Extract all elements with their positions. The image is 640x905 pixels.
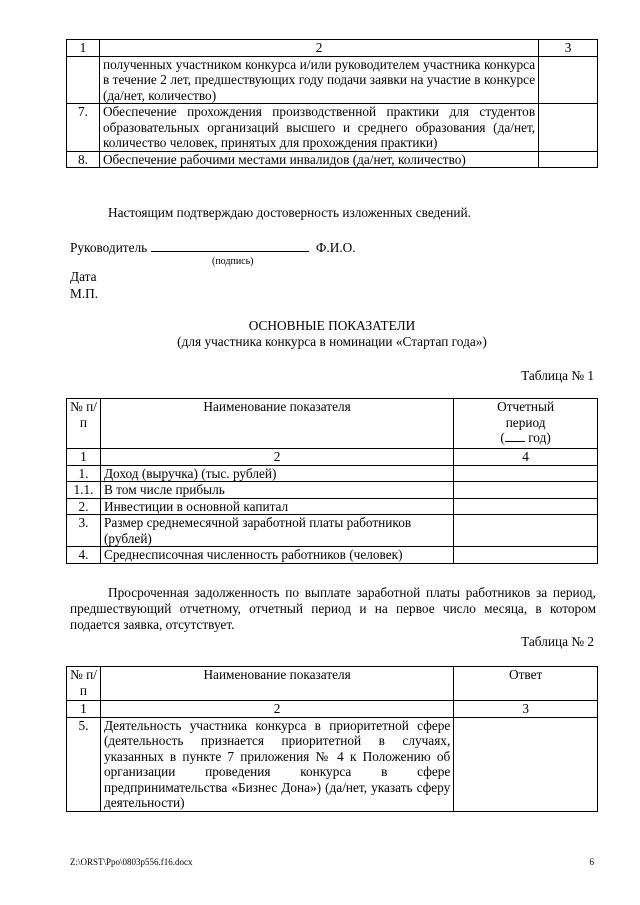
- row-number: 5.: [67, 717, 101, 811]
- period-open: (: [500, 430, 505, 445]
- row-value: [539, 151, 598, 168]
- row-number: 1.1.: [67, 482, 101, 499]
- row-number: 4.: [67, 547, 101, 564]
- table-row: [67, 717, 598, 811]
- table-row: [67, 449, 598, 466]
- row-text: Обеспечение прохождения производственной практики для студентов образовательных организаций высшего и среднего образования (да/нет, количество человек, принятых для прохождения практики): [99, 104, 538, 152]
- row-name: Инвестиции в основной капитал: [100, 498, 453, 515]
- row-name: Деятельность участника конкурса в приоритетной сфере (деятельность признается приоритетной в случаях, указанных в пункте 7 приложения № 4 к Положению об организации проведения конкурса в сфере предпринимательства «Бизнес Дона») (да/нет, указать сферу деятельности): [100, 717, 453, 811]
- row-value: [454, 547, 598, 564]
- row-value: [454, 515, 598, 547]
- table-row: [67, 151, 598, 168]
- row-text: полученных участником конкурса и/или руководителем участника конкурса в течение 2 лет, предшествующих году подачи заявки на участие в конкурсе (да/нет, количество): [99, 56, 538, 104]
- row-value: [454, 498, 598, 515]
- row-value: [454, 465, 598, 482]
- fio-label: Ф.И.О.: [315, 240, 356, 255]
- row-number: 2.: [67, 498, 101, 515]
- table2-label: Таблица № 2: [521, 634, 594, 649]
- table-row: [67, 465, 598, 482]
- index-cell: 3: [539, 40, 598, 57]
- row-number: 1.: [67, 465, 101, 482]
- confirm-text: Настоящим подтверждаю достоверность изложенных сведений.: [108, 205, 471, 220]
- top-table: [66, 39, 598, 168]
- table-row: [67, 498, 598, 515]
- index-cell: 1: [67, 40, 100, 57]
- period-line1: Отчетный: [497, 399, 555, 414]
- period-line3: [457, 430, 594, 446]
- row-number: [67, 56, 100, 104]
- index-cell: 2: [99, 40, 538, 57]
- index-cell: 1: [67, 701, 101, 718]
- row-value: [539, 104, 598, 152]
- row-name: В том числе прибыль: [100, 482, 453, 499]
- row-text: Обеспечение рабочими местами инвалидов (да/нет, количество): [99, 151, 538, 168]
- col-num-header: № п/п: [67, 399, 101, 449]
- period-close: год): [528, 430, 551, 445]
- row-name: Среднесписочная численность работников (человек): [100, 547, 453, 564]
- table-row: [67, 547, 598, 564]
- table-header-row: [67, 667, 598, 701]
- table-1: [66, 398, 598, 564]
- sign-caption: (подпись): [212, 256, 254, 267]
- period-line2: период: [505, 414, 546, 430]
- page-number: 6: [589, 857, 594, 867]
- section-subtitle: (для участника конкурса в номинации «Стартап года»): [177, 334, 487, 349]
- section-title: ОСНОВНЫЕ ПОКАЗАТЕЛИ: [248, 318, 416, 333]
- table-row: [67, 56, 598, 104]
- table-row: [67, 515, 598, 547]
- table1-label: Таблица № 1: [521, 368, 594, 383]
- index-cell: 4: [454, 449, 598, 466]
- row-number: 7.: [67, 104, 100, 152]
- table-header-row: [67, 399, 598, 449]
- index-cell: 2: [100, 449, 453, 466]
- row-number: 8.: [67, 151, 100, 168]
- col-name-header: Наименование показателя: [100, 667, 453, 701]
- footer-path: Z:\ORST\Ppo\0803p556.f16.docx: [70, 857, 193, 867]
- head-label: Руководитель: [70, 240, 148, 255]
- signature-line: [70, 239, 356, 256]
- row-value: [454, 717, 598, 811]
- col-name-header: Наименование показателя: [100, 399, 453, 449]
- date-label: Дата: [70, 269, 97, 284]
- table-2: [66, 666, 598, 812]
- row-name: Размер среднемесячной заработной платы работников (рублей): [100, 515, 453, 547]
- signature-blank: [151, 239, 309, 252]
- table-row: [67, 701, 598, 718]
- row-value: [454, 482, 598, 499]
- table-row: [67, 40, 598, 57]
- col-num-header: № п/п: [67, 667, 101, 701]
- index-cell: 1: [67, 449, 101, 466]
- col-answer-header: Ответ: [454, 667, 598, 701]
- table-row: [67, 482, 598, 499]
- col-period-header: [454, 399, 598, 449]
- debt-text: Просроченная задолженность по выплате заработной платы работников за период, предшествующий отчетному, отчетный период и на первое число месяца, в котором подается заявка, отсутствует.: [70, 585, 596, 632]
- year-blank: [505, 430, 525, 442]
- row-number: 3.: [67, 515, 101, 547]
- index-cell: 3: [454, 701, 598, 718]
- row-value: [539, 56, 598, 104]
- index-cell: 2: [100, 701, 453, 718]
- row-name: Доход (выручка) (тыс. рублей): [100, 465, 453, 482]
- table-row: [67, 104, 598, 152]
- stamp-label: М.П.: [70, 286, 99, 301]
